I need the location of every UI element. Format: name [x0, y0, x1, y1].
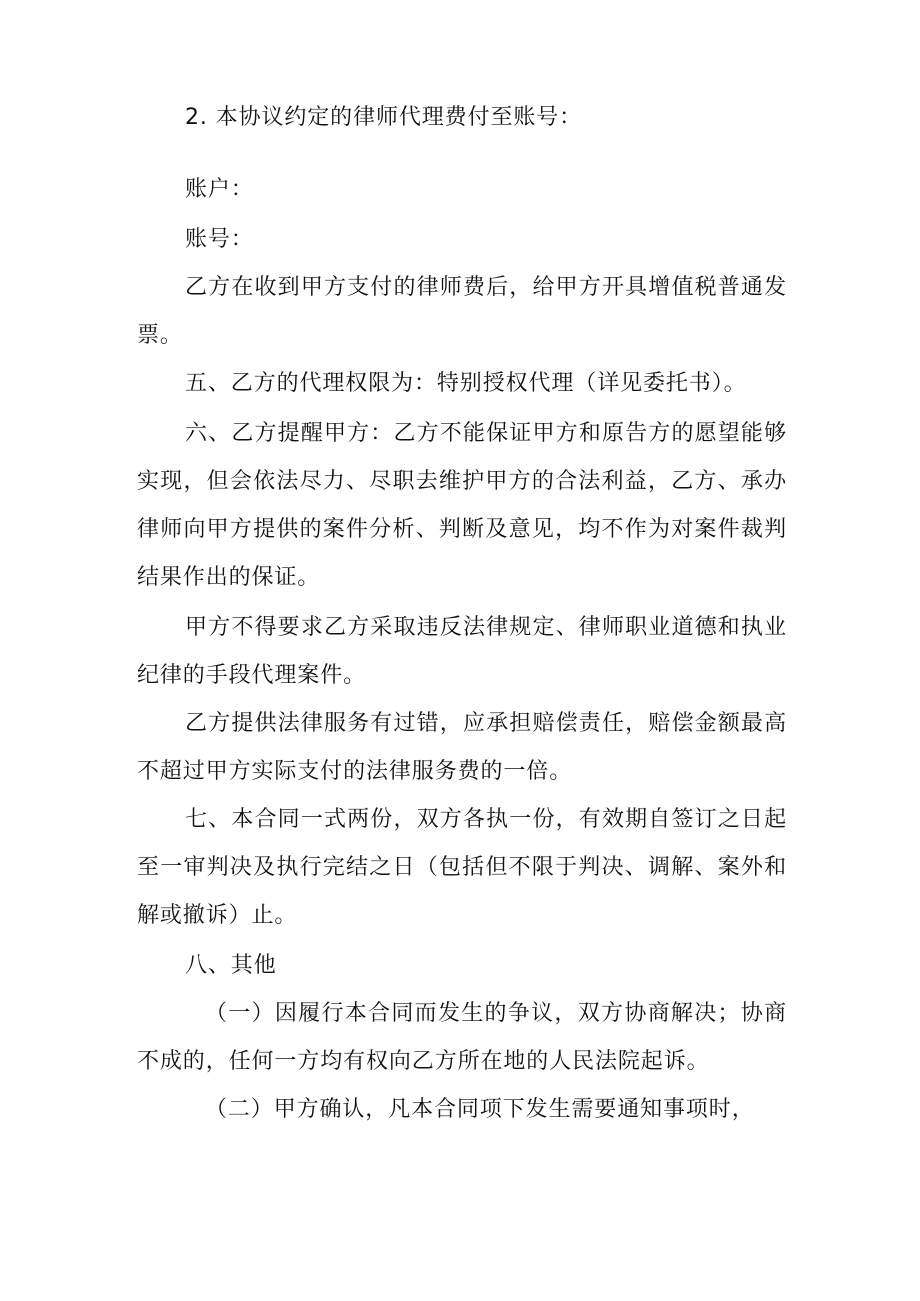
account-number-line: 账号： [185, 227, 254, 252]
payment-account-clause: 2. 本协议约定的律师代理费付至账号： [185, 105, 583, 130]
prohibited-requests-clause: 甲方不得要求乙方采取违反法律规定、律师职业道德和执业纪律的手段代理案件。 [137, 615, 787, 688]
account-name-line: 账户： [185, 177, 254, 202]
section-seven-term: 七、本合同一式两份，双方各执一份，有效期自签订之日起至一审判决及执行完结之日（包括但不限于判决、调解、案外和解或撤诉）止。 [137, 807, 787, 928]
dispute-resolution-clause: （一）因履行本合同而发生的争议，双方协商解决；协商不成的，任何一方均有权向乙方所在地的人民法院起诉。 [137, 1001, 787, 1074]
section-eight-heading: 八、其他 [185, 953, 277, 978]
section-six-reminder: 六、乙方提醒甲方：乙方不能保证甲方和原告方的愿望能够实现，但会依法尽力、尽职去维护甲方的合法利益，乙方、承办律师向甲方提供的案件分析、判断及意见，均不作为对案件裁判结果作出的保证。 [137, 421, 787, 590]
notice-confirmation-clause: （二）甲方确认，凡本合同项下发生需要通知事项时， [205, 1097, 755, 1122]
invoice-clause: 乙方在收到甲方支付的律师费后，给甲方开具增值税普通发票。 [137, 275, 787, 348]
section-five-authority: 五、乙方的代理权限为：特别授权代理（详见委托书）。 [185, 371, 747, 396]
liability-clause: 乙方提供法律服务有过错，应承担赔偿责任，赔偿金额最高不超过甲方实际支付的法律服务费的一倍。 [137, 711, 787, 784]
